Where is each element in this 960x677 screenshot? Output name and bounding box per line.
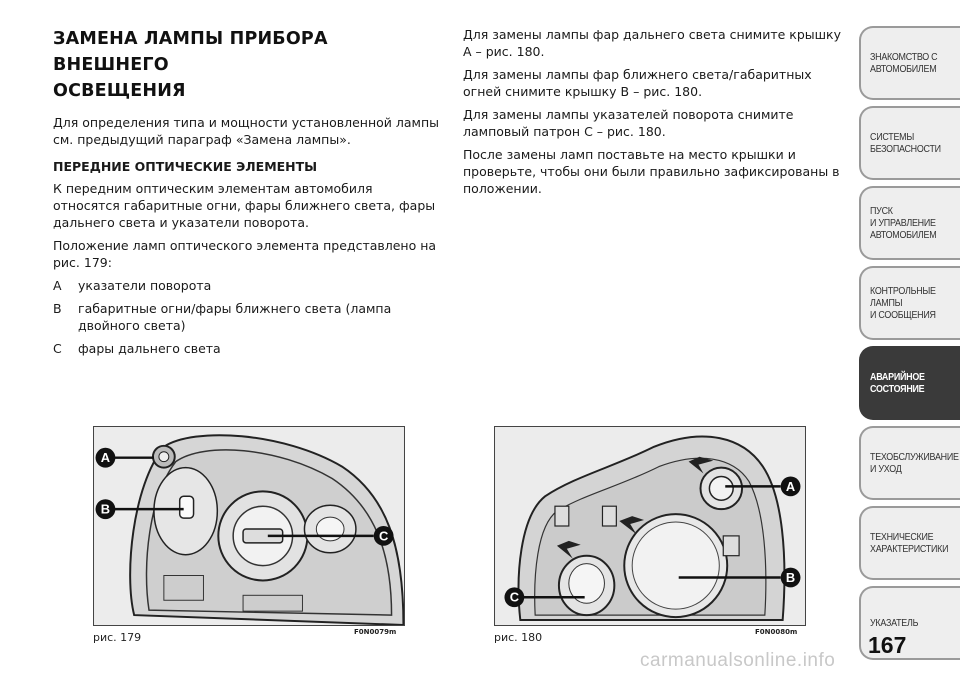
tab-safety-systems[interactable] [859,106,960,180]
tab-getting-to-know[interactable] [859,26,960,100]
list-item-letter: B [53,301,62,316]
tab-maintenance[interactable] [859,426,960,500]
paragraph-low-beam: Для замены лампы фар ближнего света/габаритных огней снимите крышку B – рис. 180. [463,67,812,99]
figure-179-headlight-front [93,426,405,626]
paragraph-lamp-position: Положение ламп оптического элемента представлено на рис. 179: [53,238,437,270]
list-item-text: указатели поворота [78,278,212,293]
figure-179-caption: рис. 179 [93,631,142,644]
tab-emergency[interactable] [859,346,960,420]
list-item-letter: C [53,341,62,356]
callout-b-label: B [785,569,796,585]
list-item [53,340,443,357]
list-item-text: фары дальнего света [78,341,221,356]
figure-179-code: F0N0079m [354,628,397,636]
figure-180-code: F0N0080m [755,628,798,636]
section-title-line2: ОСВЕЩЕНИЯ [53,81,186,101]
paragraph-high-beam: Для замены лампы фар дальнего света снимите крышку A – рис. 180. [463,27,842,59]
subsection-title: ПЕРЕДНИЕ ОПТИЧЕСКИЕ ЭЛЕМЕНТЫ [53,159,318,174]
callout-b-label: B [100,501,111,517]
page-number: 167 [868,632,907,658]
tab-label: КОНТРОЛЬНЫЕ ЛАМПЫ И СООБЩЕНИЯ [870,285,936,321]
paragraph-front-elements: К передним оптическим элементам автомобиля относятся габаритные огни, фары ближнего света, фары дальнего света и указатели поворота. [53,181,436,230]
tab-label: ТЕХОБСЛУЖИВАНИЕ И УХОД [870,451,959,475]
section-title [53,26,443,104]
tab-warning-lights[interactable] [859,266,960,340]
intro-paragraph: Для определения типа и мощности установленной лампы см. предыдущий параграф «Замена лампы». [53,115,440,147]
tab-label: СИСТЕМЫ БЕЗОПАСНОСТИ [870,131,941,155]
list-item [53,277,443,294]
section-title-line1: ЗАМЕНА ЛАМПЫ ПРИБОРА ВНЕШНЕГО [53,29,328,75]
watermark: carmanualsonline.info [640,650,836,671]
headlight-rear-illustration [495,427,805,625]
left-column [53,26,443,363]
list-item-letter: A [53,278,62,293]
figure-180-caption: рис. 180 [494,631,543,644]
paragraph-turn-signal: Для замены лампы указателей поворота снимите ламповый патрон C – рис. 180. [463,107,794,139]
paragraph-after-replacement: После замены ламп поставьте на место крышки и проверьте, чтобы они были правильно зафиксированы в положении. [463,147,840,196]
list-item [53,300,443,334]
chapter-tabs [859,26,960,666]
right-column [463,26,853,203]
headlight-front-illustration [94,427,404,625]
callout-a-label: A [100,450,111,466]
tab-label: ЗНАКОМСТВО С АВТОМОБИЛЕМ [870,51,938,75]
figure-180-headlight-rear [494,426,806,626]
tab-label: УКАЗАТЕЛЬ [870,617,919,629]
tab-starting-driving[interactable] [859,186,960,260]
callout-c-label: C [509,589,520,605]
callout-a-label: A [785,478,796,494]
callout-c-label: C [378,528,389,544]
tab-technical-specs[interactable] [859,506,960,580]
tab-label: ТЕХНИЧЕСКИЕ ХАРАКТЕРИСТИКИ [870,531,949,555]
tab-label: АВАРИЙНОЕ СОСТОЯНИЕ [870,371,925,395]
tab-label: ПУСК И УПРАВЛЕНИЕ АВТОМОБИЛЕМ [870,205,937,241]
list-item-text: габаритные огни/фары ближнего света (лампа двойного света) [78,301,392,333]
